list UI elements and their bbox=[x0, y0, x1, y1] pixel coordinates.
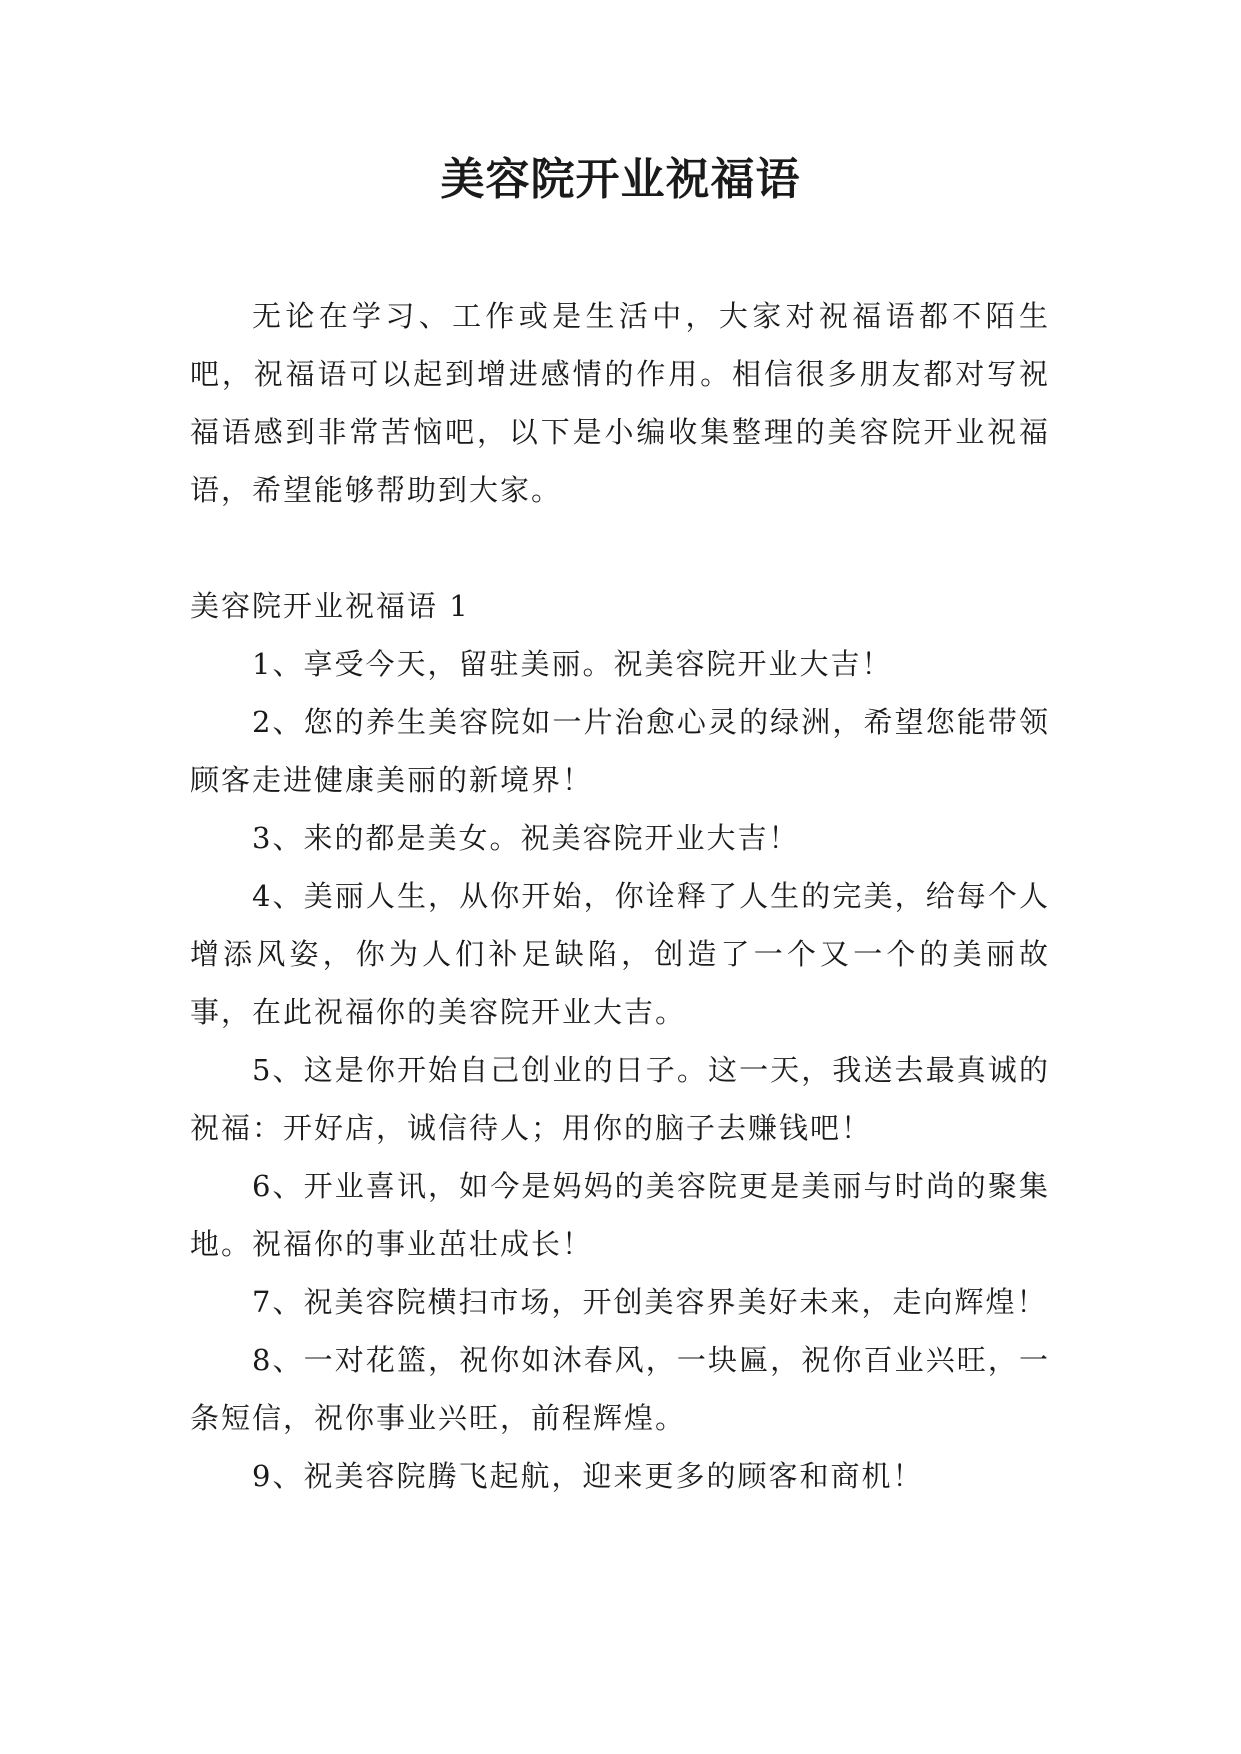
section-heading: 美容院开业祝福语 1 bbox=[190, 589, 470, 623]
list-item: 9、祝美容院腾飞起航，迎来更多的顾客和商机！ bbox=[252, 1459, 924, 1493]
list-item: 1、享受今天，留驻美丽。祝美容院开业大吉！ bbox=[252, 647, 893, 681]
list-item: 4、美丽人生，从你开始，你诠释了人生的完美，给每个人增添风姿，你为人们补足缺陷，创造了一个又一个的美丽故事，在此祝福你的美容院开业大吉。 bbox=[190, 879, 1050, 1029]
list-item: 8、一对花篮，祝你如沐春风，一块匾，祝你百业兴旺，一条短信，祝你事业兴旺，前程辉煌。 bbox=[190, 1343, 1050, 1435]
list-item: 5、这是你开始自己创业的日子。这一天，我送去最真诚的祝福：开好店，诚信待人；用你的脑子去赚钱吧！ bbox=[190, 1053, 1050, 1145]
list-item: 2、您的养生美容院如一片治愈心灵的绿洲，希望您能带领顾客走进健康美丽的新境界！ bbox=[190, 705, 1050, 797]
list-item: 6、开业喜讯，如今是妈妈的美容院更是美丽与时尚的聚集地。祝福你的事业茁壮成长！ bbox=[190, 1169, 1050, 1261]
page-title: 美容院开业祝福语 bbox=[440, 154, 801, 205]
intro-paragraph: 无论在学习、工作或是生活中，大家对祝福语都不陌生吧，祝福语可以起到增进感情的作用。相信很多朋友都对写祝福语感到非常苦恼吧，以下是小编收集整理的美容院开业祝福语，希望能够帮助到大家。 bbox=[190, 299, 1050, 507]
document-body bbox=[190, 287, 1050, 1505]
list-item: 7、祝美容院横扫市场，开创美容界美好未来，走向辉煌！ bbox=[252, 1285, 1048, 1319]
list-item: 3、来的都是美女。祝美容院开业大吉！ bbox=[252, 821, 800, 855]
